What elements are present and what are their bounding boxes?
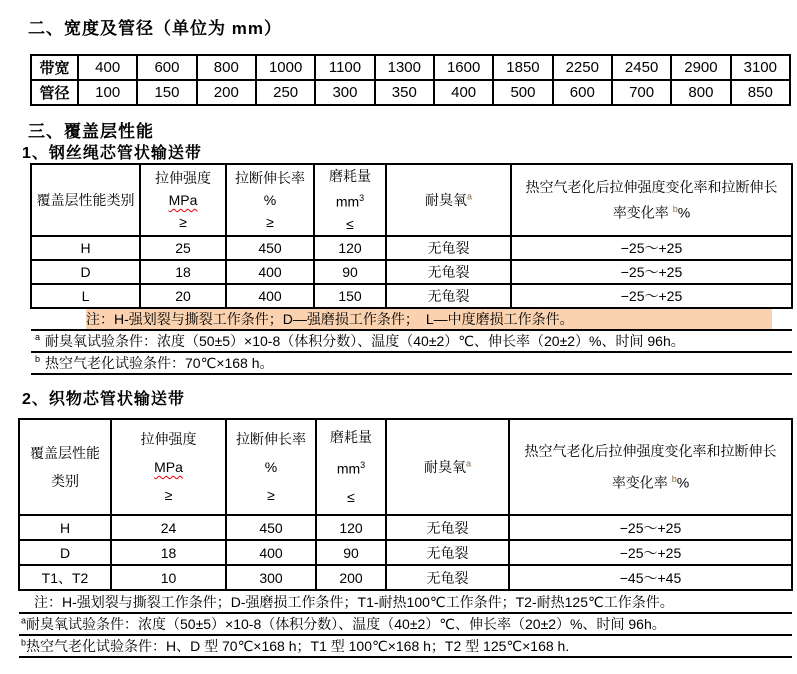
table-row-bandwidth	[31, 55, 790, 80]
note-cell	[31, 308, 792, 330]
cell-elongation: 400	[226, 540, 316, 565]
spellcheck-underline: MPa	[154, 459, 183, 475]
table-row	[19, 565, 792, 590]
diameter-value: 100	[78, 80, 137, 105]
steel-cord-performance-table	[30, 163, 793, 375]
cell-aging: −25～+25	[511, 236, 792, 260]
col-header-aging: 热空气老化后拉伸强度变化率和拉断伸长 率变化率 $^b$%	[511, 164, 792, 236]
diameter-value: 500	[493, 80, 552, 105]
superscript-a: a	[465, 458, 471, 469]
diameter-value: 300	[315, 80, 374, 105]
col-header-abrasion: 磨耗量 $mm^3$ ≤	[314, 164, 386, 236]
bandwidth-value: 1600	[434, 55, 493, 80]
cell-category: H	[19, 515, 111, 540]
cell-aging: −25～+25	[511, 284, 792, 308]
bandwidth-value: 1850	[493, 55, 552, 80]
diameter-value: 800	[671, 80, 730, 105]
cell-ozone: 无龟裂	[386, 260, 511, 284]
table-row	[19, 515, 792, 540]
col-header-category: 覆盖层性能 类别	[19, 419, 111, 515]
diameter-value: 400	[434, 80, 493, 105]
col-header-elongation: 拉断伸长率 % ≥	[226, 164, 314, 236]
bandwidth-value: 2900	[671, 55, 730, 80]
row-label-diameter: 管径	[31, 80, 78, 105]
section3-title: 三、覆盖层性能	[28, 122, 154, 141]
footnote-a-text: 耐臭氧试验条件：浓度（50±5）×10-8（体积分数）、温度（40±2）℃、伸长率（20±2）%、时间 96h。	[45, 333, 685, 349]
superscript-3: 3	[360, 460, 366, 471]
footnote-marker-a: a	[21, 615, 27, 626]
cell-category: H	[31, 236, 140, 260]
header-row	[31, 164, 792, 236]
cell-tensile: 24	[111, 515, 226, 540]
diameter-value: 250	[256, 80, 315, 105]
cell-aging: −25～+25	[509, 540, 792, 565]
subsection1-title: 1、钢丝绳芯管状输送带	[22, 145, 202, 162]
footnote-b-text: 热空气老化试验条件：H、D 型 70℃×168 h；T1 型 100℃×168 h；T2 型 125℃×168 h.	[26, 638, 570, 654]
cell-elongation: 450	[226, 515, 316, 540]
cell-aging: −25～+25	[511, 260, 792, 284]
cell-abrasion: 120	[316, 515, 386, 540]
table-row	[19, 540, 792, 565]
subsection2-title: 2、织物芯管状输送带	[22, 391, 185, 408]
table-row	[31, 236, 792, 260]
cell-elongation: 400	[226, 284, 314, 308]
cell-abrasion: 120	[314, 236, 386, 260]
bandwidth-value: 3100	[731, 55, 790, 80]
cell-tensile: 18	[111, 540, 226, 565]
bandwidth-value: 1000	[256, 55, 315, 80]
bandwidth-value: 600	[137, 55, 196, 80]
cell-elongation: 400	[226, 260, 314, 284]
col-header-elongation: 拉断伸长率 % ≥	[226, 419, 316, 515]
footnote-row-a	[19, 613, 792, 635]
superscript-a: a	[466, 191, 472, 202]
cell-elongation: 300	[226, 565, 316, 590]
footnote-row-a	[31, 330, 792, 352]
spellcheck-underline: MPa	[168, 192, 198, 208]
cell-ozone: 无龟裂	[386, 540, 509, 565]
cell-tensile: 10	[111, 565, 226, 590]
col-header-tensile-strength: 拉伸强度 MPa ≥	[111, 419, 226, 515]
section2-title: 二、宽度及管径（单位为 mm）	[28, 19, 282, 38]
footnote-marker-b: b	[21, 637, 27, 648]
footnote-row-b	[19, 635, 792, 657]
cell-abrasion: 90	[316, 540, 386, 565]
cell-category: D	[31, 260, 140, 284]
diameter-value: 850	[731, 80, 790, 105]
table-row	[31, 284, 792, 308]
fabric-core-performance-table	[18, 418, 793, 658]
cell-category: D	[19, 540, 111, 565]
diameter-value: 350	[375, 80, 434, 105]
table-row	[31, 260, 792, 284]
col-header-ozone: 耐臭氧$^a$	[386, 164, 511, 236]
bandwidth-value: 2250	[553, 55, 612, 80]
cell-tensile: 20	[140, 284, 226, 308]
note-highlight: 注：H-强划裂与撕裂工作条件；D—强磨损工作条件； L—中度磨损工作条件。	[86, 309, 772, 329]
cell-ozone: 无龟裂	[386, 565, 509, 590]
cell-tensile: 25	[140, 236, 226, 260]
footnote-marker-a: a	[35, 332, 41, 343]
cell-ozone: 无龟裂	[386, 236, 511, 260]
cell-abrasion: 150	[314, 284, 386, 308]
cell-tensile: 18	[140, 260, 226, 284]
cell-abrasion: 90	[314, 260, 386, 284]
bandwidth-value: 800	[197, 55, 256, 80]
col-header-category: 覆盖层性能类别	[31, 164, 140, 236]
bandwidth-value: 400	[78, 55, 137, 80]
diameter-value: 600	[553, 80, 612, 105]
table-row-diameter	[31, 80, 790, 105]
note-row	[19, 590, 792, 613]
note-cell: 注：H-强划裂与撕裂工作条件；D-强磨损工作条件；T1-耐热100℃工作条件；T2-耐热125℃工作条件。	[19, 590, 792, 613]
footnote-b-text: 热空气老化试验条件：70℃×168 h。	[45, 355, 274, 371]
col-header-abrasion: 磨耗量 $mm^3$ ≤	[316, 419, 386, 515]
col-header-aging: 热空气老化后拉伸强度变化率和拉断伸长 率变化率 $^b$%	[509, 419, 792, 515]
diameter-value: 700	[612, 80, 671, 105]
bandwidth-value: 1300	[375, 55, 434, 80]
superscript-3: 3	[359, 193, 365, 204]
header-row	[19, 419, 792, 515]
cell-category: L	[31, 284, 140, 308]
note-row	[31, 308, 792, 330]
diameter-value: 150	[137, 80, 196, 105]
cell-category: T1、T2	[19, 565, 111, 590]
col-header-ozone: 耐臭氧$^a$	[386, 419, 509, 515]
cell-ozone: 无龟裂	[386, 284, 511, 308]
col-header-tensile-strength: 拉伸强度 MPa ≥	[140, 164, 226, 236]
cell-ozone: 无龟裂	[386, 515, 509, 540]
superscript-b: b	[671, 474, 677, 485]
superscript-b: b	[672, 204, 678, 215]
cell-aging: −25～+25	[509, 515, 792, 540]
footnote-marker-b: b	[35, 354, 41, 365]
cell-abrasion: 200	[316, 565, 386, 590]
cell-aging: −45～+45	[509, 565, 792, 590]
row-label-bandwidth: 带宽	[31, 55, 78, 80]
size-table	[30, 54, 791, 106]
diameter-value: 200	[197, 80, 256, 105]
footnote-row-b	[31, 352, 792, 374]
bandwidth-value: 1100	[315, 55, 374, 80]
cell-elongation: 450	[226, 236, 314, 260]
footnote-a-text: 耐臭氧试验条件：浓度（50±5）×10-8（体积分数）、温度（40±2）℃、伸长率（20±2）%、时间 96h。	[26, 616, 666, 632]
bandwidth-value: 2450	[612, 55, 671, 80]
